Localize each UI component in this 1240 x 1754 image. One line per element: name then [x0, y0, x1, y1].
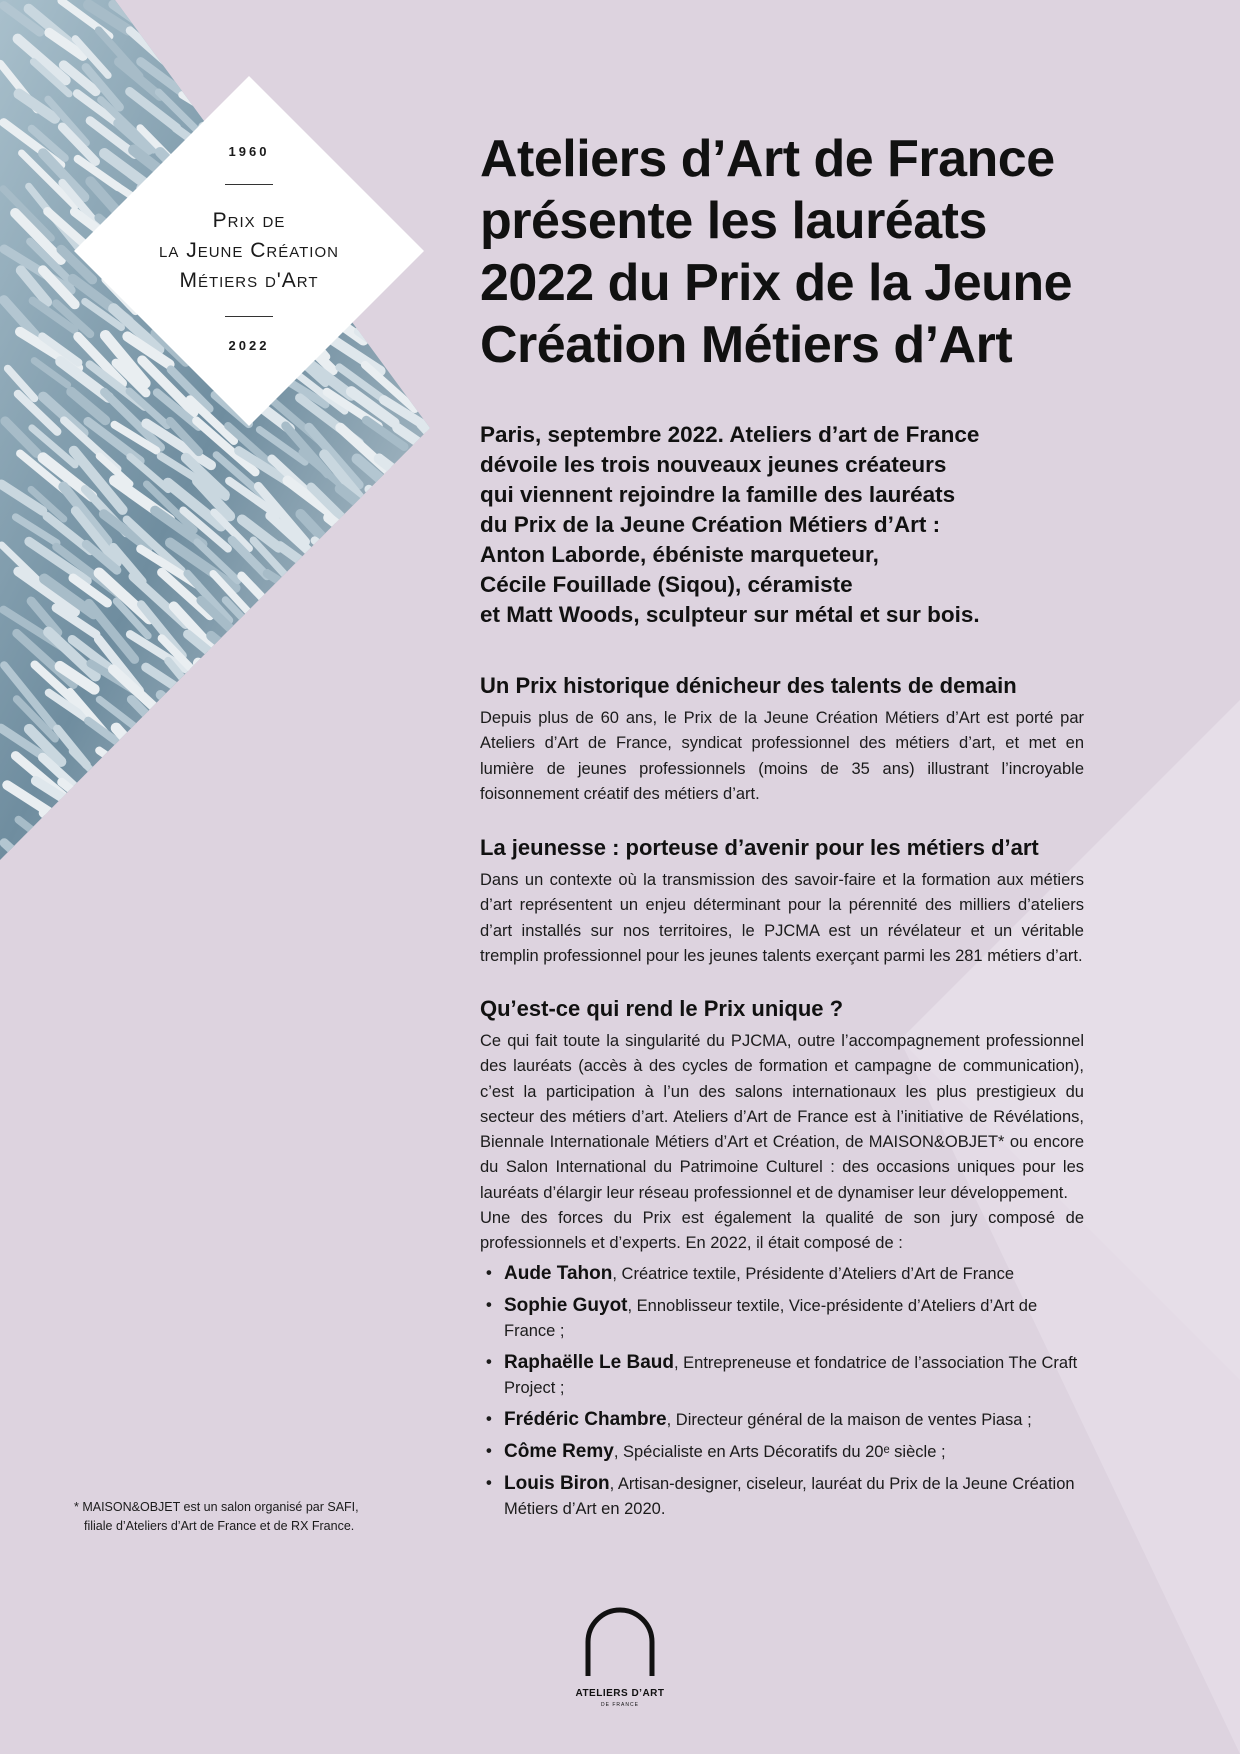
texture-spike: [421, 480, 430, 532]
footnote: [74, 1498, 414, 1536]
texture-spike: [283, 666, 318, 693]
texture-spike: [338, 724, 392, 761]
texture-spike: [203, 787, 239, 817]
texture-spike: [392, 482, 430, 521]
texture-spike: [383, 695, 411, 727]
texture-spike: [243, 818, 285, 860]
texture-spike: [338, 8, 385, 66]
texture-spike: [175, 723, 215, 754]
texture-spike: [424, 610, 430, 649]
texture-spike: [421, 668, 430, 697]
jury-member: [480, 1261, 1084, 1287]
texture-spike: [187, 817, 237, 860]
texture-spike: [285, 609, 323, 639]
texture-spike: [229, 4, 279, 53]
texture-spike: [203, 726, 242, 770]
texture-spike: [380, 757, 413, 792]
jury-member: [480, 1350, 1084, 1401]
title-line: présente les lauréats: [480, 192, 987, 250]
bullet: •: [486, 1441, 492, 1460]
texture-spike: [396, 845, 430, 860]
texture-spike: [156, 759, 205, 797]
texture-spike: [385, 811, 428, 840]
badge-title: [74, 206, 424, 296]
jury-member: [480, 1471, 1084, 1522]
texture-spike: [253, 667, 295, 713]
texture-spike: [329, 578, 368, 623]
bullet: •: [486, 1352, 492, 1371]
texture-spike: [354, 760, 394, 801]
badge-title-line: la Jeune Création: [159, 239, 339, 262]
texture-spike: [367, 790, 419, 834]
lead-line: Paris, septembre 2022. Ateliers d’art de France: [480, 422, 980, 447]
texture-spike: [126, 759, 189, 805]
section-body: Ce qui fait toute la singularité du PJCMA, outre l’accompagnement professionnel des lauréats (accès à des cycles de formation et campagne de communication), c’est la participation à l’un des salons internationaux les plus prestigieux du secteur des métiers d’art. Ateliers d’Art de France est à l’initiative de Révélations, Biennale Internationale Métiers d’Art et Création, de MAISON&OBJET* ou encore du Salon International du Patrimoine Culturel : des occasions uniques pour les lauréats d’élargir leur réseau professionnel et de dynamiser leur développement.: [480, 1032, 1084, 1202]
texture-spike: [182, 755, 218, 792]
texture-spike: [253, 845, 313, 860]
section-youth: [480, 834, 1084, 969]
texture-spike: [36, 847, 93, 860]
texture-spike: [230, 841, 261, 860]
texture-spike: [299, 636, 340, 677]
texture-spike: [328, 752, 363, 779]
texture-spike: [99, 751, 135, 775]
jury-name: Aude Tahon: [504, 1262, 613, 1284]
title-line: Ateliers d’Art de France: [480, 130, 1055, 188]
texture-spike: [160, 695, 206, 734]
texture-spike: [284, 848, 316, 860]
texture-spike: [211, 636, 260, 676]
texture-spike: [198, 663, 239, 699]
texture-spike: [19, 820, 78, 860]
ateliers-dart-logo: [560, 1604, 680, 1714]
texture-spike: [217, 759, 256, 802]
lead-paragraph: [480, 420, 1080, 630]
texture-spike: [270, 815, 324, 860]
badge-divider: [225, 316, 273, 317]
texture-spike: [340, 788, 388, 833]
texture-spike: [328, 518, 384, 562]
texture-spike: [267, 31, 305, 60]
texture-spike: [116, 784, 173, 827]
logo-subtitle: DE FRANCE: [601, 1702, 639, 1708]
texture-spike: [425, 183, 430, 234]
texture-spike: [294, 690, 339, 731]
texture-spike: [354, 572, 389, 596]
texture-spike: [340, 489, 398, 535]
texture-spike: [312, 4, 353, 34]
jury-role: , Spécialiste en Arts Décoratifs du 20ᵉ siècle ;: [613, 1442, 946, 1461]
jury-role: , Entrepreneuse et fondatrice de l’association The Craft Project ;: [504, 1353, 1078, 1397]
texture-spike: [356, 510, 397, 548]
texture-spike: [174, 845, 211, 860]
texture-spike: [160, 817, 224, 858]
texture-spike: [340, 844, 389, 860]
texture-spike: [280, 724, 334, 782]
lead-line: dévoile les trois nouveaux jeunes créateurs: [480, 452, 947, 477]
texture-spike: [242, 697, 283, 743]
footnote-line: filiale d’Ateliers d’Art de France et de RX France.: [84, 1519, 355, 1533]
texture-spike: [394, 4, 430, 53]
section-body: Depuis plus de 60 ans, le Prix de la Jeune Création Métiers d’Art est porté par Ateliers d’Art de France, syndicat professionnel des métiers d’art, et met en lumière de jeunes professionnels (moins de 35 ans) illustrant l’incroyable foisonnement créatif des métiers d’art.: [480, 709, 1084, 803]
texture-spike: [197, 842, 229, 860]
texture-spike: [392, 786, 430, 838]
texture-spike: [426, 309, 430, 341]
texture-spike: [356, 632, 390, 673]
bullet: •: [486, 1473, 492, 1492]
texture-spike: [426, 543, 430, 585]
lead-line: Cécile Fouillade (Siqou), céramiste: [480, 572, 853, 597]
bullet: •: [486, 1295, 492, 1314]
section-heading: Un Prix historique dénicheur des talents de demain: [480, 673, 1017, 698]
texture-spike: [230, 729, 267, 752]
texture-spike: [253, 723, 301, 759]
texture-spike: [368, 606, 396, 640]
texture-spike: [294, 817, 329, 849]
texture-spike: [258, 608, 294, 641]
texture-spike: [273, 758, 318, 792]
texture-spike: [400, 665, 430, 703]
texture-spike: [128, 819, 182, 860]
lead-line: et Matt Woods, sculpteur sur métal et sur bois.: [480, 602, 980, 627]
texture-spike: [301, 580, 327, 612]
badge-year-start: 1960: [228, 144, 270, 159]
texture-spike: [341, 610, 400, 652]
texture-spike: [323, 699, 371, 734]
texture-spike: [238, 756, 274, 797]
jury-name: Côme Remy: [504, 1440, 614, 1462]
texture-spike: [281, 789, 326, 828]
jury-name: Raphaëlle Le Baud: [504, 1351, 674, 1373]
texture-spike: [352, 696, 408, 747]
texture-spike: [422, 723, 430, 775]
texture-spike: [410, 639, 430, 681]
texture-spike: [190, 699, 225, 738]
texture-spike: [370, 6, 423, 39]
texture-spike: [103, 819, 167, 860]
texture-spike: [337, 663, 393, 715]
texture-spike: [344, 547, 397, 589]
texture-spike: [187, 31, 234, 62]
section-unique-prize: [480, 995, 1084, 1528]
texture-spike: [213, 695, 274, 738]
texture-spike: [242, 636, 287, 665]
lead-line: du Prix de la Jeune Création Métiers d’Art :: [480, 512, 941, 537]
bullet: •: [486, 1409, 492, 1428]
texture-spike: [420, 4, 430, 45]
jury-role: , Directeur général de la maison de ventes Piasa ;: [666, 1410, 1032, 1429]
texture-spike: [397, 540, 429, 575]
texture-spike: [298, 34, 338, 81]
texture-spike: [371, 843, 414, 860]
page-title: [480, 128, 1200, 376]
texture-spike: [427, 370, 430, 415]
section-heading: La jeunesse : porteuse d’avenir pour les métiers d’art: [480, 835, 1039, 860]
jury-role: , Ennoblisseur textile, Vice-présidente d’Ateliers d’Art de France ;: [504, 1296, 1038, 1340]
texture-spike: [62, 843, 113, 860]
lead-line: qui viennent rejoindre la famille des lauréats: [480, 482, 956, 507]
texture-spike: [244, 36, 284, 68]
texture-spike: [145, 3, 174, 40]
texture-spike: [288, 3, 331, 41]
texture-spike: [116, 728, 165, 783]
texture-spike: [425, 782, 430, 821]
badge-title-line: Métiers d'Art: [179, 269, 319, 292]
texture-spike: [412, 699, 430, 735]
texture-spike: [406, 515, 430, 546]
texture-spike: [144, 724, 183, 749]
texture-spike: [309, 605, 349, 639]
section-historic-prize: [480, 672, 1084, 807]
jury-name: Sophie Guyot: [504, 1294, 628, 1316]
texture-spike: [117, 845, 147, 860]
texture-spike: [156, 33, 215, 73]
texture-spike: [310, 843, 351, 860]
texture-spike: [367, 668, 427, 707]
texture-spike: [299, 759, 358, 805]
jury-list: [480, 1261, 1084, 1522]
texture-spike: [231, 667, 266, 711]
jury-name: Frédéric Chambre: [504, 1408, 667, 1430]
texture-spike: [315, 540, 371, 583]
section-heading: Qu’est-ce qui rend le Prix unique ?: [480, 996, 844, 1021]
lead-line: Anton Laborde, ébéniste marqueteur,: [480, 542, 879, 567]
texture-spike: [409, 457, 430, 499]
texture-spike: [267, 573, 313, 602]
jury-role: , Artisan-designer, ciseleur, lauréat du Prix de la Jeune Création Métiers d’Art en 2020.: [504, 1474, 1075, 1518]
texture-spike: [256, 1, 288, 28]
award-badge: [74, 76, 424, 426]
texture-spike: [409, 757, 430, 807]
texture-spike: [211, 813, 261, 860]
texture-spike: [392, 609, 430, 641]
texture-spike: [370, 549, 417, 599]
bullet: •: [486, 1263, 492, 1282]
texture-spike: [141, 782, 172, 810]
texture-spike: [407, 570, 430, 626]
jury-member: [480, 1407, 1084, 1433]
texture-spike: [323, 633, 371, 670]
texture-spike: [268, 639, 320, 692]
texture-spike: [197, 9, 229, 47]
texture-spike: [87, 782, 139, 822]
logo-name: ATELIERS D’ART: [575, 1688, 665, 1699]
texture-spike: [369, 489, 424, 545]
texture-spike: [379, 575, 414, 597]
badge-year-end: 2022: [228, 338, 270, 353]
texture-spike: [4, 843, 43, 860]
jury-member: [480, 1293, 1084, 1344]
texture-spike: [142, 847, 192, 860]
texture-spike: [379, 459, 430, 504]
texture-spike: [62, 782, 101, 813]
section-body: Dans un contexte où la transmission des savoir-faire et la formation aux métiers d’art représentent un enjeu déterminant pour la pérennité des milliers d’ateliers d’art installés sur nos territoires, le PJCMA est un révélateur et un véritable tremplin professionnel pour les jeunes talents exerçant parmi les 281 métiers d’art.: [480, 871, 1084, 965]
footnote-line: * MAISON&OBJET est un salon organisé par SAFI,: [74, 1500, 359, 1514]
title-line: Création Métiers d’Art: [480, 316, 1013, 374]
texture-spike: [326, 819, 358, 844]
logo-arch-icon: [582, 1604, 658, 1680]
jury-role: , Créatrice textile, Présidente d’Ateliers d’Art de France: [612, 1264, 1015, 1283]
texture-spike: [379, 636, 412, 673]
texture-spike: [43, 813, 83, 848]
title-line: 2022 du Prix de la Jeune: [480, 254, 1073, 312]
badge-divider: [225, 184, 273, 185]
texture-spike: [365, 720, 406, 760]
jury-name: Louis Biron: [504, 1472, 610, 1494]
texture-spike: [316, 722, 364, 782]
texture-spike: [228, 781, 277, 830]
texture-spike: [427, 842, 430, 860]
texture-spike: [76, 815, 115, 845]
texture-spike: [172, 3, 203, 37]
texture-spike: [353, 812, 407, 846]
texture-spike: [408, 818, 430, 860]
section-body-jury-intro: Une des forces du Prix est également la qualité de son jury composé de professionnels et d’experts. En 2022, il était composé de :: [480, 1209, 1084, 1253]
texture-spike: [85, 844, 118, 860]
texture-spike: [254, 784, 305, 831]
texture-spike: [210, 38, 250, 80]
texture-spike: [315, 789, 353, 827]
texture-spike: [271, 698, 324, 737]
badge-title-line: Prix de: [212, 209, 286, 232]
texture-spike: [175, 788, 227, 833]
jury-member: [480, 1439, 1084, 1465]
texture-spike: [316, 667, 356, 710]
texture-spike: [378, 515, 428, 567]
texture-spike: [392, 725, 430, 775]
